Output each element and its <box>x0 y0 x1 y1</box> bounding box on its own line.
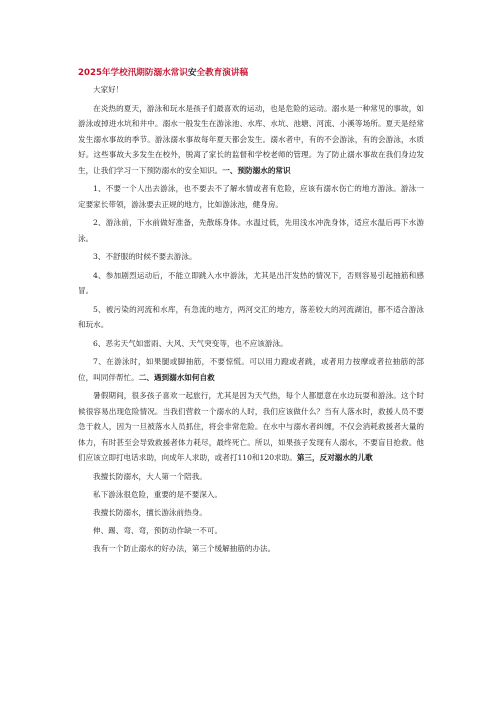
section-heading-1: 一、预防溺水的常识 <box>222 165 291 175</box>
rescue-paragraph <box>78 388 424 466</box>
tip-1: 1、不要一个人出去游泳，也不要去不了解水情或者有危险，应该有溺水伤亡的地方游泳。游泳一定要家长带领，游泳要去正规的地方，比如游泳池，健身房。 <box>78 184 424 209</box>
tip-3: 3、不舒服的时候不要去游泳。 <box>93 252 197 261</box>
tip-2: 2、游泳前，下水前做好准备，先散练身体。水温过低，先用浅水冲洗身体，适应水温后再下水游泳。 <box>78 218 424 243</box>
title-suffix: 全教育演讲稿 <box>196 68 249 78</box>
rescue-text: 暑假期间，很多孩子喜欢一起旅行，尤其是因为天气热，每个人都愿意在水边玩耍和游泳。这个时候很容易出现危险情况。当我们营救一个溺水的人时，我们应该做什么？当有人落水时，救援人员不要急于救人，因为一旦被落水人员抓住，将会非常危险。在水中与溺水者纠缠，不仅会消耗救援者大量的体力，有时甚至会导致救援者体力耗尽，最终死亡。所以，如果孩子发现有人溺水，不要盲目抢救。他们应该立即打电话求助，向成年人求助，或者打110和120求助。 <box>78 391 424 462</box>
tip-7-paragraph <box>78 354 424 385</box>
tip-4: 4、参加剧烈运动后，不能立即跳入水中游泳，尤其是出汗发热的情况下，否则容易引起抽筋和感冒。 <box>78 270 424 295</box>
document-body <box>78 82 424 559</box>
intro-text: 在炎热的夏天，游泳和玩水是孩子们最喜欢的运动，也是危险的运动。溺水是一种常见的事故，如游泳或掉进水坑和井中。溺水一般发生在游泳池、水库、水坑、池塘、河流、小溪等场所。夏天是经常发生溺水事故的季节。游泳溺水事故每年夏天都会发生。溺水者中，有的不会游泳，有的会游泳，水质好。这些事故大多发生在校外，脱离了家长的监督和学校老师的管理。为了防止溺水事故在我们身边发生，让我们学习一下预防溺水的安全知识。 <box>78 103 424 175</box>
song-line-5: 我有一个防止溺水的好办法，第三个缓解抽筋的办法。 <box>93 543 276 553</box>
title-emphasis: 安 <box>187 68 197 78</box>
title-prefix: 2025年学校汛期防溺水常识 <box>78 68 188 78</box>
song-line-2: 私下游泳很危险，重要的是不要深入。 <box>93 489 223 499</box>
intro-paragraph <box>78 101 424 179</box>
song-line-1: 我擅长防溺水，大人第一个陪我。 <box>93 471 207 481</box>
document-title <box>78 66 248 78</box>
greeting: 大家好！ <box>93 85 124 94</box>
section-heading-2: 二、遇到溺水如何自救 <box>138 372 215 382</box>
song-line-4: 伸、踢、弯、弯，预防动作缺一不可。 <box>93 525 223 535</box>
section-heading-3: 第三，反对溺水的儿歌 <box>296 453 373 462</box>
song-line-3: 我擅长防溺水，擅长游泳前热身。 <box>93 507 207 517</box>
tip-5: 5、被污染的河流和水库，有急流的地方，两河交汇的地方，落差较大的河流湖泊，都不适合游泳和玩水。 <box>78 304 424 329</box>
tip-7: 7、在游泳时，如果腿或脚抽筋，不要惊慌。可以用力蹬或者跳，或者用力按摩或者拉抽筋的部位，叫同伴帮忙。 <box>78 357 424 382</box>
tip-6: 6、恶劣天气如雷雨、大风、天气突变等，也不应该游泳。 <box>93 338 288 348</box>
